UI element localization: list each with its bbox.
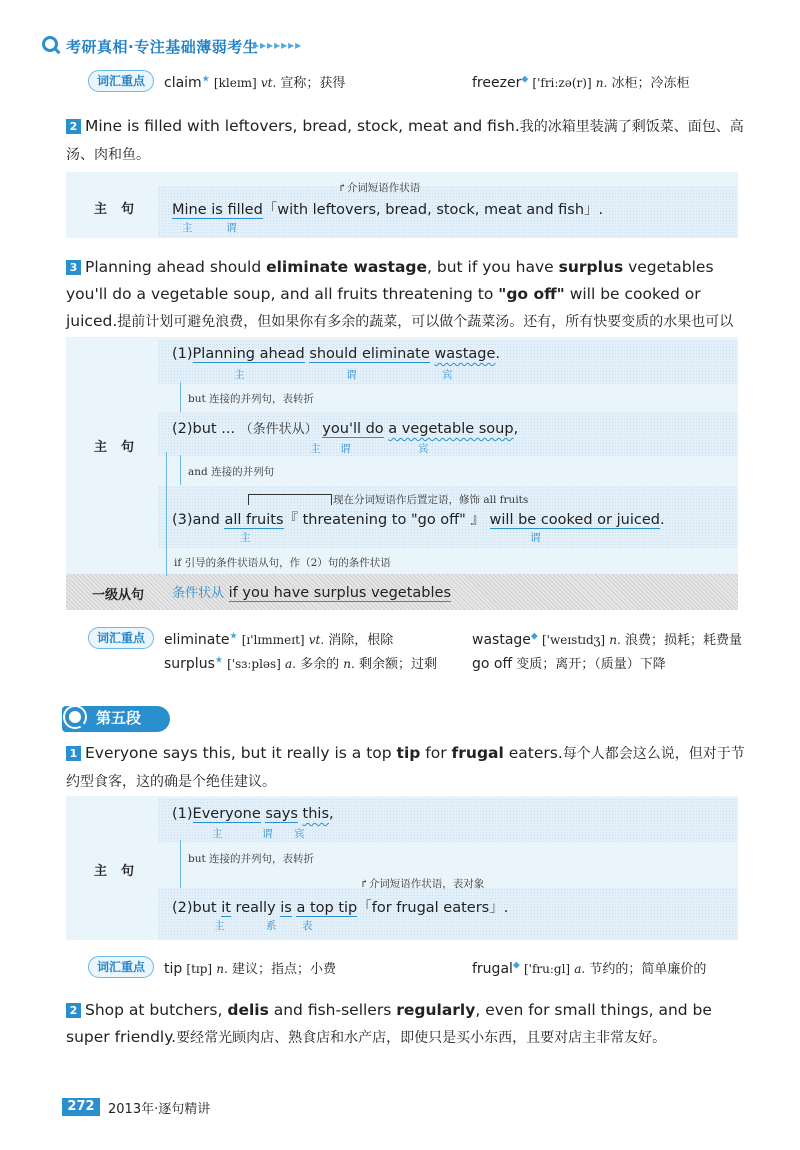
- analysis-line: Mine is filled「with leftovers, bread, stock, meat and fish」.: [172, 202, 604, 218]
- subclause-label: 一级从句: [92, 588, 145, 603]
- sentence-number: 2: [66, 1003, 81, 1018]
- vocab-tag: 词汇重点: [88, 70, 154, 92]
- role-label-object: 宾: [442, 369, 453, 381]
- role-label-subject: 主: [182, 222, 193, 234]
- annotation-note: 现在分词短语作后置定语，修饰 all fruits: [333, 494, 529, 506]
- vocab-eliminate: eliminate★ [ɪ'lɪmɪneɪt] vt. 消除，根除: [164, 631, 394, 648]
- section-magnifier-icon: [62, 704, 92, 734]
- header-title: 考研真相·专注基础薄弱考生: [66, 38, 259, 56]
- role-label-verb: 谓: [340, 443, 351, 455]
- sentence-2: 2 Mine is filled with leftovers, bread, stock, meat and fish.我的冰箱里装满了剩饭菜、面包、高汤、肉和鱼。: [66, 117, 744, 163]
- sentence-number: 1: [66, 746, 81, 761]
- annotation-note: and 连接的并列句: [188, 466, 275, 478]
- role-label-object: 宾: [418, 443, 429, 455]
- sentence-number: 2: [66, 119, 81, 134]
- main-clause-label: 主句: [94, 864, 149, 879]
- main-clause-label: 主句: [94, 440, 149, 455]
- annotation-note: but 连接的并列句，表转折: [188, 393, 315, 405]
- sentence-p5-1: 1 Everyone says this, but it really is a top tip for frugal eaters.每个人都会这么说，但对于节约型食客，这的确是个绝佳建议。: [66, 744, 745, 790]
- role-label-subject: 主: [240, 532, 251, 544]
- connector-line: [180, 382, 181, 412]
- sentence-number: 3: [66, 260, 81, 275]
- role-label-verb: 谓: [530, 532, 541, 544]
- connector-line: [180, 455, 181, 485]
- section-title: 第五段: [96, 709, 142, 727]
- annotation-note: ↱介词短语作状语，表对象: [360, 878, 485, 890]
- subclause-line: 条件状从 if you have surplus vegetables: [172, 585, 452, 601]
- role-label-subject: 主: [310, 443, 321, 455]
- connector-line: [180, 840, 181, 888]
- role-label-link: 系: [266, 920, 277, 932]
- analysis-line-2: (2)but ... （条件状从） you'll do a vegetable soup,: [172, 421, 519, 437]
- sentence-p5-2: 2 Shop at butchers, delis and fish-sellers regularly, even for small things, and be super friendly.要经常光顾肉店、熟食店和水产店，即使只是买小东西，且要对店主非常友好。: [66, 1001, 712, 1046]
- role-label-verb: 谓: [226, 222, 237, 234]
- vocab-tag: 词汇重点: [88, 627, 154, 649]
- sentence-3: 3 Planning ahead should eliminate wastage, but if you have surplus vegetables you'll do a vegetable soup, and all fruits threatening to "go off" will be cooked or juiced.提前计划可避免浪费，但如果你有多余的蔬菜，可以做个蔬菜汤。还有，所有快要变质的水果也可以: [66, 258, 734, 330]
- role-label-predicative: 表: [302, 920, 313, 932]
- vocab-wastage: wastage◆ ['weɪstɪdʒ] n. 浪费；损耗；耗费量: [472, 631, 742, 648]
- vocab-surplus: surplus★ ['sɜːpləs] a. 多余的 n. 剩余额；过剩: [164, 655, 437, 672]
- vocab-tag: 词汇重点: [88, 956, 154, 978]
- role-label-subject: 主: [214, 920, 225, 932]
- footer-text: 2013年·逐句精讲: [108, 1102, 211, 1117]
- analysis-line-1: (1)Planning ahead should eliminate wastage.: [172, 346, 500, 362]
- vocab-tip: tip [tɪp] n. 建议；指点；小费: [164, 961, 336, 977]
- role-label-verb: 谓: [262, 828, 273, 840]
- main-clause-label: 主句: [94, 202, 149, 217]
- annotation-note: if 引导的条件状语从句，作（2）句的条件状语: [174, 557, 391, 569]
- header-arrows: ▸▸▸▸▸▸▸: [253, 38, 303, 52]
- analysis-line-3: (3)and all fruits『 threatening to "go off" 』 will be cooked or juiced.: [172, 512, 665, 528]
- vocab-claim: claim★ [kleɪm] vt. 宣称；获得: [164, 74, 346, 91]
- connector-line: [166, 452, 167, 576]
- connector-bracket: [248, 494, 332, 505]
- analysis-line-2: (2)but it really is a top tip「for frugal eaters」.: [172, 900, 509, 916]
- role-label-verb: 谓: [346, 369, 357, 381]
- vocab-frugal: frugal◆ ['fruːgl] a. 节约的；简单廉价的: [472, 960, 707, 977]
- annotation-note: but 连接的并列句，表转折: [188, 853, 315, 865]
- vocab-go-off: go off 变质；离开；（质量）下降: [472, 656, 666, 672]
- analysis-line-1: (1)Everyone says this,: [172, 806, 334, 822]
- vocab-freezer: freezer◆ ['friːzə(r)] n. 冰柜；冷冻柜: [472, 74, 690, 91]
- page-number: 272: [62, 1098, 100, 1116]
- role-label-subject: 主: [212, 828, 223, 840]
- annotation-note: ↱介词短语作状语: [338, 182, 421, 194]
- role-label-subject: 主: [234, 369, 245, 381]
- search-magnifier-icon: [40, 34, 62, 56]
- role-label-object: 宾: [294, 828, 305, 840]
